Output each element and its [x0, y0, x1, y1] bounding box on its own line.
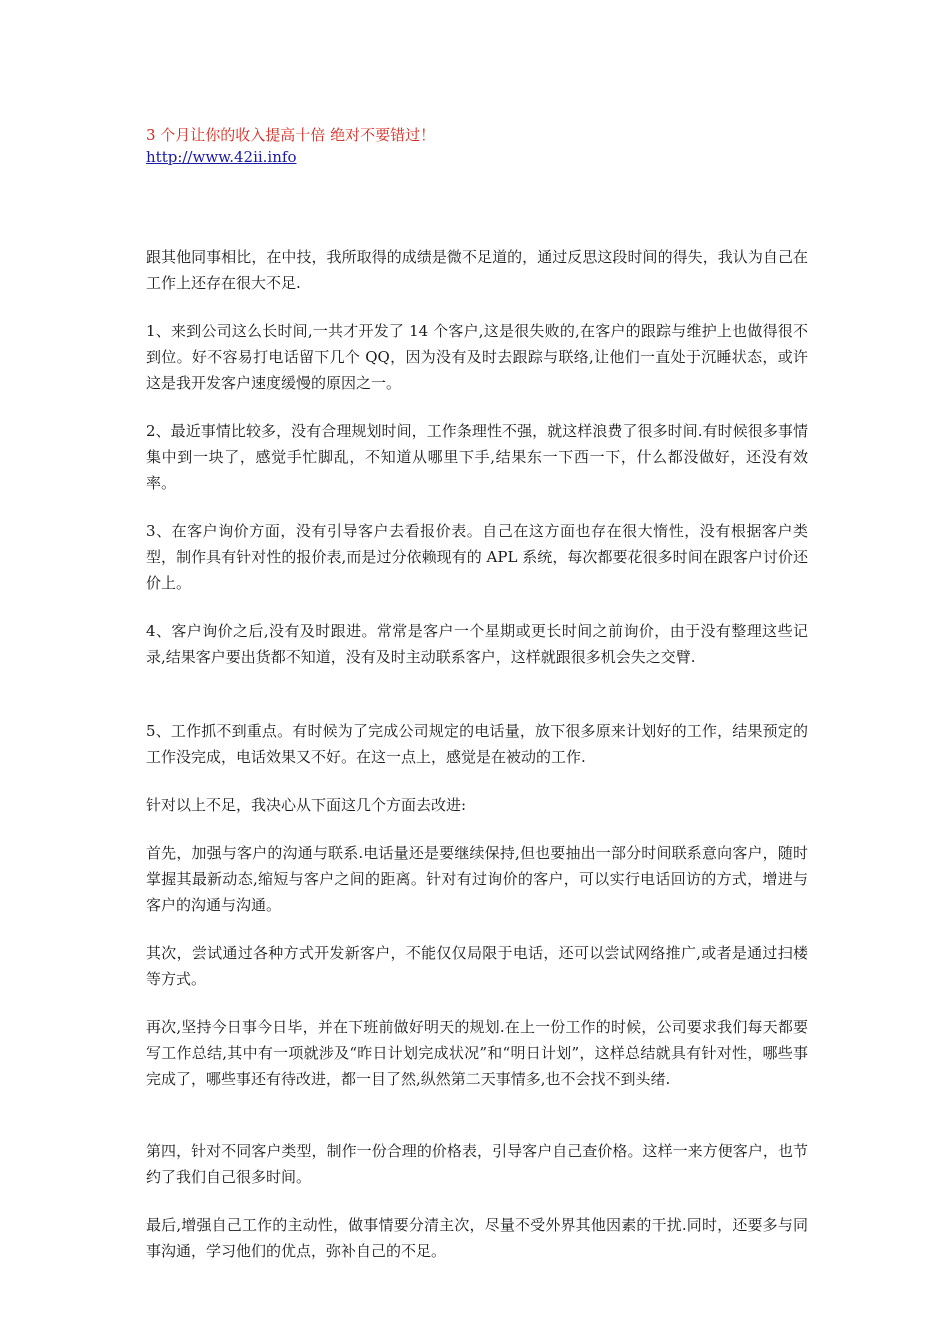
paragraph-point-5: 5、工作抓不到重点。有时候为了完成公司规定的电话量，放下很多原来计划好的工作，结果预定的工作没完成，电话效果又不好。在这一点上，感觉是在被动的工作. — [146, 722, 808, 766]
paragraph-improvement-second: 其次，尝试通过各种方式开发新客户，不能仅仅局限于电话，还可以尝试网络推广,或者是通过扫楼等方式。 — [146, 944, 808, 988]
paragraph-transition: 针对以上不足，我决心从下面这几个方面去改进: — [146, 796, 467, 814]
document-page — [146, 124, 808, 1260]
paragraph-point-3: 3、在客户询价方面，没有引导客户去看报价表。自己在这方面也存在很大惰性，没有根据客户类型，制作具有针对性的报价表,而是过分依赖现有的 APL 系统，每次都要花很多时间在跟客户讨价还价上。 — [146, 522, 808, 592]
promo-title: 3 个月让你的收入提高十倍 绝对不要错过！ — [146, 126, 436, 144]
paragraph-improvement-last: 最后,增强自己工作的主动性，做事情要分清主次，尽量不受外界其他因素的干扰.同时，还要多与同事沟通，学习他们的优点，弥补自己的不足。 — [146, 1216, 808, 1260]
paragraph-point-4: 4、客户询价之后,没有及时跟进。常常是客户一个星期或更长时间之前询价，由于没有整理这些记录,结果客户要出货都不知道，没有及时主动联系客户，这样就跟很多机会失之交臂. — [146, 622, 808, 666]
promo-link[interactable]: http://www.42ii.info — [146, 148, 297, 166]
paragraph-intro: 跟其他同事相比，在中技，我所取得的成绩是微不足道的，通过反思这段时间的得失，我认为自己在工作上还存在很大不足. — [146, 248, 808, 292]
paragraph-point-1: 1、来到公司这么长时间,一共才开发了 14 个客户,这是很失败的,在客户的跟踪与维护上也做得很不到位。好不容易打电话留下几个 QQ，因为没有及时去跟踪与联络,让他们一直处于沉睡状态，或许这是我开发客户速度缓慢的原因之一。 — [146, 322, 808, 392]
paragraph-improvement-fourth: 第四，针对不同客户类型，制作一份合理的价格表，引导客户自己查价格。这样一来方便客户，也节约了我们自己很多时间。 — [146, 1142, 808, 1186]
paragraph-improvement-third: 再次,坚持今日事今日毕，并在下班前做好明天的规划.在上一份工作的时候，公司要求我们每天都要写工作总结,其中有一项就涉及“昨日计划完成状况”和“明日计划”，这样总结就具有针对性，哪些事完成了，哪些事还有待改进，都一目了然,纵然第二天事情多,也不会找不到头绪. — [146, 1018, 808, 1088]
paragraph-point-2: 2、最近事情比较多，没有合理规划时间，工作条理性不强，就这样浪费了很多时间.有时候很多事情集中到一块了，感觉手忙脚乱，不知道从哪里下手,结果东一下西一下，什么都没做好，还没有效率。 — [146, 422, 808, 492]
paragraph-improvement-first: 首先，加强与客户的沟通与联系.电话量还是要继续保持,但也要抽出一部分时间联系意向客户，随时掌握其最新动态,缩短与客户之间的距离。针对有过询价的客户，可以实行电话回访的方式，增进与客户的沟通与沟通。 — [146, 844, 808, 914]
